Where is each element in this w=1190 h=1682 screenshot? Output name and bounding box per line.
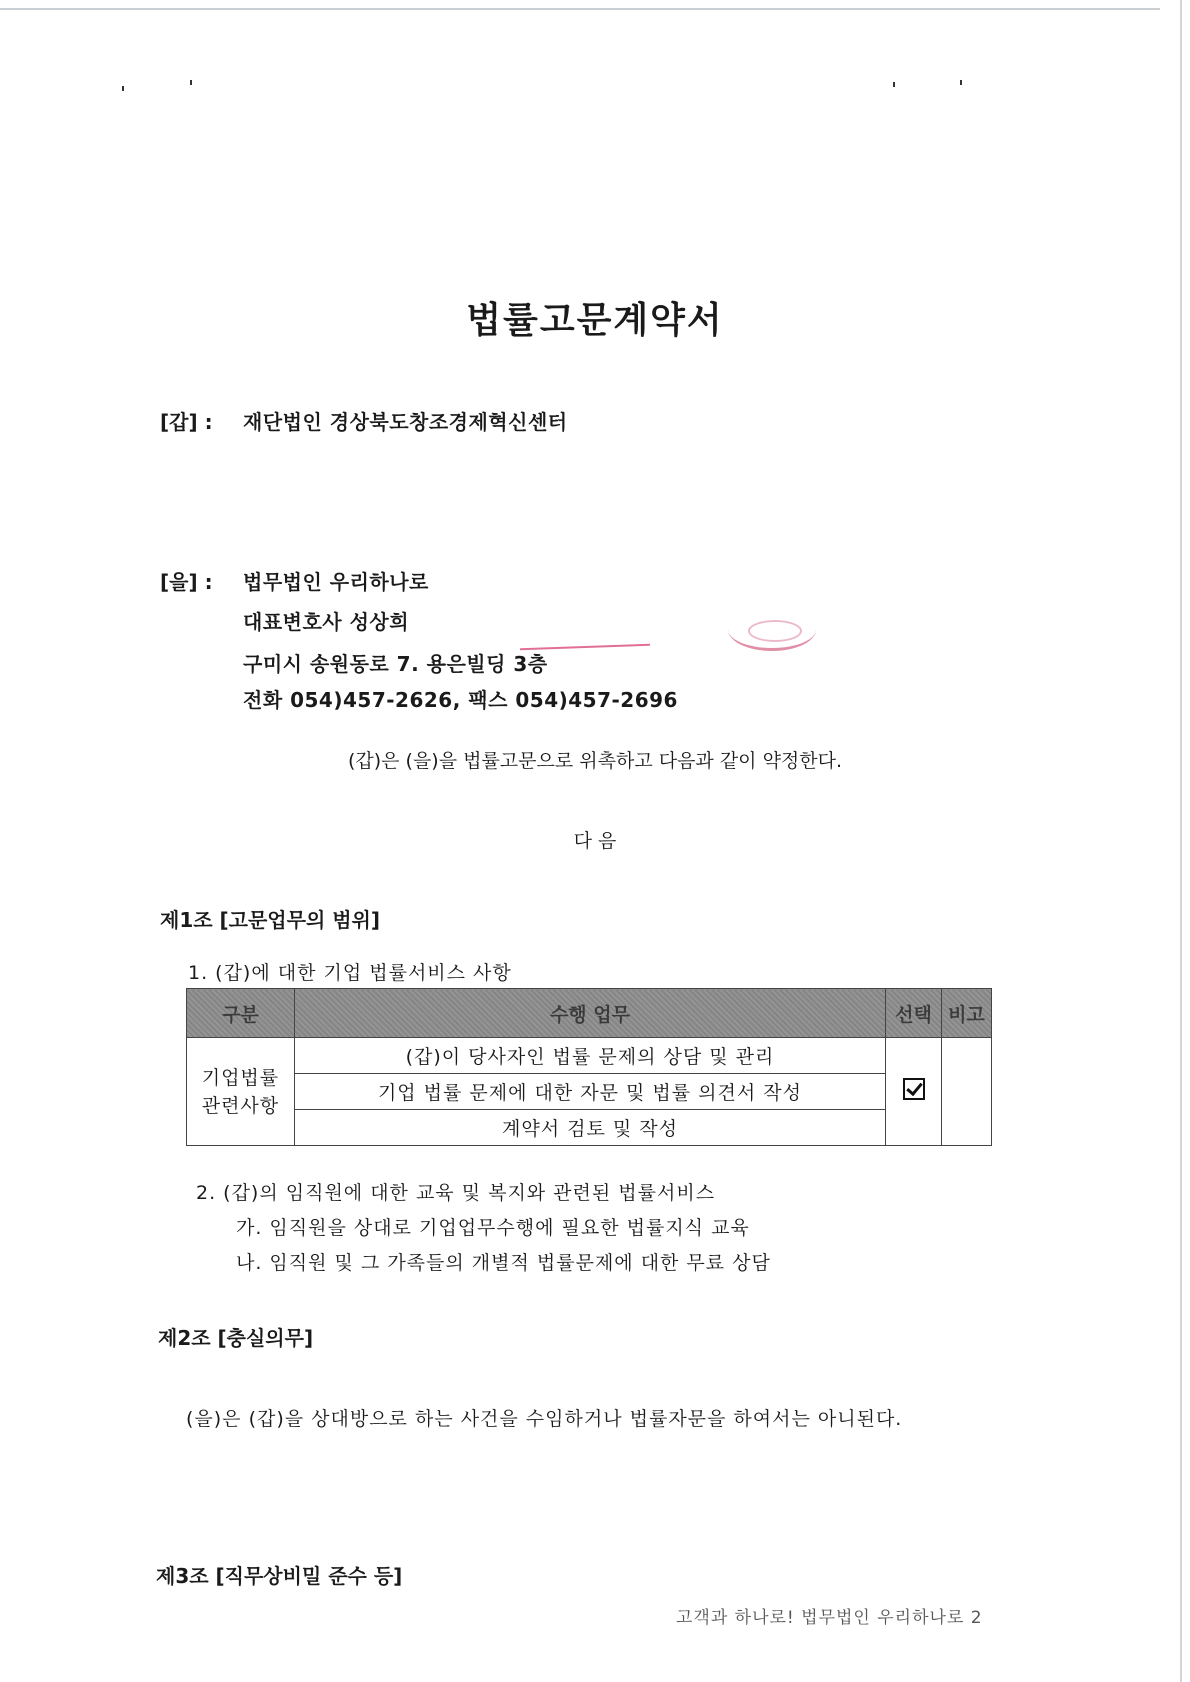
seal-stamp-inner xyxy=(748,620,802,642)
document-title: 법률고문계약서 xyxy=(466,300,724,341)
task-cell: (갑)이 당사자인 법률 문제의 상담 및 관리 xyxy=(294,1038,885,1074)
intro-text: (갑)은 (을)을 법률고문으로 위촉하고 다음과 같이 약정한다. xyxy=(347,750,843,772)
article1-subitem: 가. 임직원을 상대로 기업업무수행에 필요한 법률지식 교육 xyxy=(236,1217,750,1239)
category-cell: 기업법률 관련사항 xyxy=(187,1038,295,1146)
article1-item1: 1. (갑)에 대한 기업 법률서비스 사항 xyxy=(188,962,512,984)
scan-speck xyxy=(893,82,895,87)
select-cell xyxy=(886,1038,942,1146)
service-table xyxy=(186,988,992,1146)
article2-text: (을)은 (갑)을 상대방으로 하는 사건을 수임하거나 법률자문을 하여서는 아니된다. xyxy=(186,1408,903,1430)
task-cell: 계약서 검토 및 작성 xyxy=(294,1110,885,1146)
page-footer: 고객과 하나로! 법무법인 우리하나로 2 xyxy=(676,1608,983,1628)
article3-heading: 제3조 [직무상비밀 준수 등] xyxy=(156,1564,403,1588)
scan-speck xyxy=(122,86,124,91)
scan-speck xyxy=(190,80,192,85)
party-b-label: [을] : xyxy=(160,570,213,594)
article2-heading: 제2조 [충실의무] xyxy=(158,1326,314,1350)
party-a-label: [갑] : xyxy=(160,410,213,434)
party-b-contact: 전화 054)457-2626, 팩스 054)457-2696 xyxy=(243,688,678,712)
table-row xyxy=(187,1038,992,1074)
red-pen-mark xyxy=(520,644,650,651)
following-heading: 다 음 xyxy=(573,830,617,852)
party-a-name: 재단법인 경상북도창조경제혁신센터 xyxy=(243,410,568,434)
party-b-firm: 법무법인 우리하나로 xyxy=(243,570,429,594)
header-task: 수행 업무 xyxy=(294,989,885,1038)
article1-item2: 2. (갑)의 임직원에 대한 교육 및 복지와 관련된 법률서비스 xyxy=(196,1182,716,1204)
note-cell xyxy=(942,1038,992,1146)
article1-subitem: 나. 임직원 및 그 가족들의 개별적 법률문제에 대한 무료 상담 xyxy=(236,1252,771,1274)
header-select: 선택 xyxy=(886,989,942,1038)
task-cell: 기업 법률 문제에 대한 자문 및 법률 의견서 작성 xyxy=(294,1074,885,1110)
table-header-row xyxy=(187,989,992,1038)
scan-edge-top xyxy=(0,8,1160,10)
party-b-address: 구미시 송원동로 7. 용은빌딩 3층 xyxy=(243,652,548,676)
party-b-representative: 대표변호사 성상희 xyxy=(243,610,410,634)
header-category: 구분 xyxy=(187,989,295,1038)
header-note: 비고 xyxy=(942,989,992,1038)
table-row xyxy=(187,1074,992,1110)
checkbox-checked-icon[interactable] xyxy=(903,1078,925,1100)
table-row xyxy=(187,1110,992,1146)
article1-heading: 제1조 [고문업무의 범위] xyxy=(160,908,381,932)
scan-speck xyxy=(960,80,962,85)
